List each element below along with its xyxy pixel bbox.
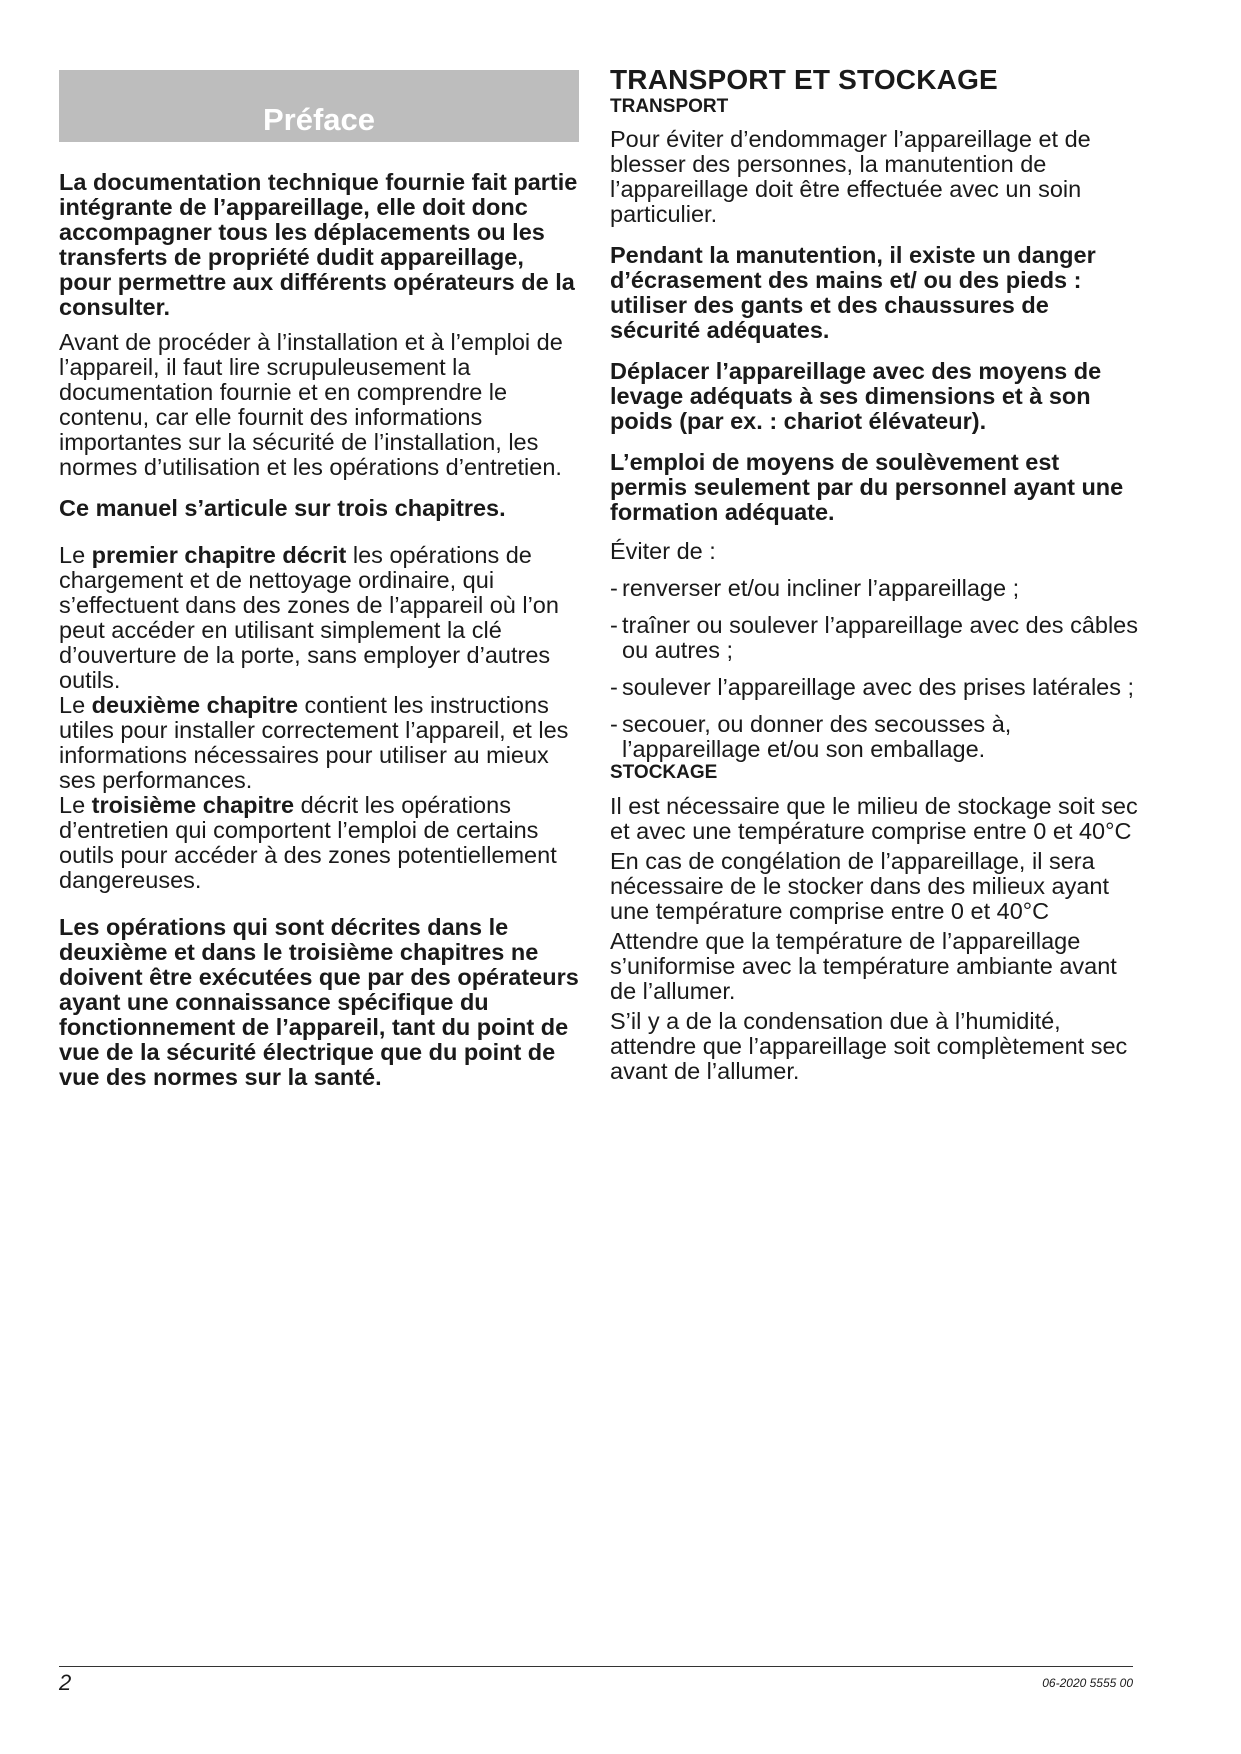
- list-item: - secouer, ou donner des secousses à, l’appareillage et/ou son emballage.: [610, 711, 1012, 762]
- list-item: - soulever l’appareillage avec des prises latérales ;: [610, 674, 1135, 700]
- stockage-paragraph-3: Attendre que la température de l’appareillage s’uniformise avec la température ambiante avant de l’allumer.: [610, 928, 1117, 1004]
- stockage-paragraph-2: En cas de congélation de l’appareillage, il sera nécessaire de le stocker dans des milieux ayant une température comprise entre 0 et 40°C: [610, 848, 1109, 924]
- document-code: 06-2020 5555 00: [1042, 1676, 1133, 1690]
- avoid-label: Éviter de :: [610, 538, 716, 564]
- section-title: TRANSPORT ET STOCKAGE: [610, 64, 998, 95]
- preface-title: Préface: [262, 102, 376, 137]
- list-item: - renverser et/ou incliner l’appareillage ;: [610, 575, 1020, 601]
- stockage-paragraph-1: Il est nécessaire que le milieu de stockage soit sec et avec une température comprise entre 0 et 40°C: [610, 793, 1138, 844]
- avoid-list: [610, 576, 1140, 762]
- transport-warning-1: Pendant la manutention, il existe un danger d’écrasement des mains et/ ou des pieds : utiliser des gants et des chaussures de sécurité adéquates.: [610, 242, 1096, 343]
- transport-heading: TRANSPORT: [610, 96, 729, 117]
- list-item: - traîner ou soulever l’appareillage avec des câbles ou autres ;: [610, 612, 1139, 663]
- chapter2-text: Le deuxième chapitre contient les instructions utiles pour installer correctement l’appareil, et les informations nécessaires pour utiliser au mieux ses performances.: [59, 692, 569, 793]
- stockage-heading: STOCKAGE: [610, 762, 718, 783]
- chapters-heading: Ce manuel s’articule sur trois chapitres.: [59, 495, 506, 521]
- chapters-description: [59, 543, 579, 893]
- transport-warning-3: L’emploi de moyens de soulèvement est permis seulement par du personnel ayant une formation adéquate.: [610, 449, 1124, 525]
- footer-divider: [59, 1666, 1133, 1667]
- preface-warning: Les opérations qui sont décrites dans le deuxième et dans le troisième chapitres ne doivent être exécutées que par des opérateurs ayant une connaissance spécifique du fonctionnement de l’appareil, tant du point de vue de la sécurité électrique que du point de vue des normes sur la santé.: [59, 914, 579, 1090]
- preface-intro: La documentation technique fournie fait partie intégrante de l’appareillage, elle doit donc accompagner tous les déplacements ou les transferts de propriété dudit appareillage, pour permettre aux différents opérateurs de la consulter.: [59, 169, 578, 320]
- page-number: 2: [59, 1670, 72, 1695]
- chapter3-text: Le troisième chapitre décrit les opérations d’entretien qui comportent l’emploi de certains outils pour accéder à des zones potentiellement dangereuses.: [59, 792, 557, 893]
- stockage-paragraph-4: S’il y a de la condensation due à l’humidité, attendre que l’appareillage soit complètement sec avant de l’allumer.: [610, 1008, 1128, 1084]
- preface-column: [59, 70, 579, 1090]
- transport-warning-2: Déplacer l’appareillage avec des moyens de levage adéquats à ses dimensions et à son poids (par ex. : chariot élévateur).: [610, 358, 1102, 434]
- transport-intro: Pour éviter d’endommager l’appareillage et de blesser des personnes, la manutention de l’appareillage doit être effectuée avec un soin particulier.: [610, 126, 1091, 227]
- chapter1-text: Le premier chapitre décrit les opérations de chargement et de nettoyage ordinaire, qui s’effectuent dans des zones de l’appareil où l’on peut accéder en utilisant simplement la clé d’ouverture de la porte, sans employer d’autres outils.: [59, 542, 559, 693]
- preface-read-first: Avant de procéder à l’installation et à l’emploi de l’appareil, il faut lire scrupuleusement la documentation fournie et en comprendre le contenu, car elle fournit des informations importantes sur la sécurité de l’installation, les normes d’utilisation et les opérations d’entretien.: [59, 329, 563, 480]
- transport-column: [610, 64, 1140, 1084]
- preface-header-band: [59, 70, 579, 142]
